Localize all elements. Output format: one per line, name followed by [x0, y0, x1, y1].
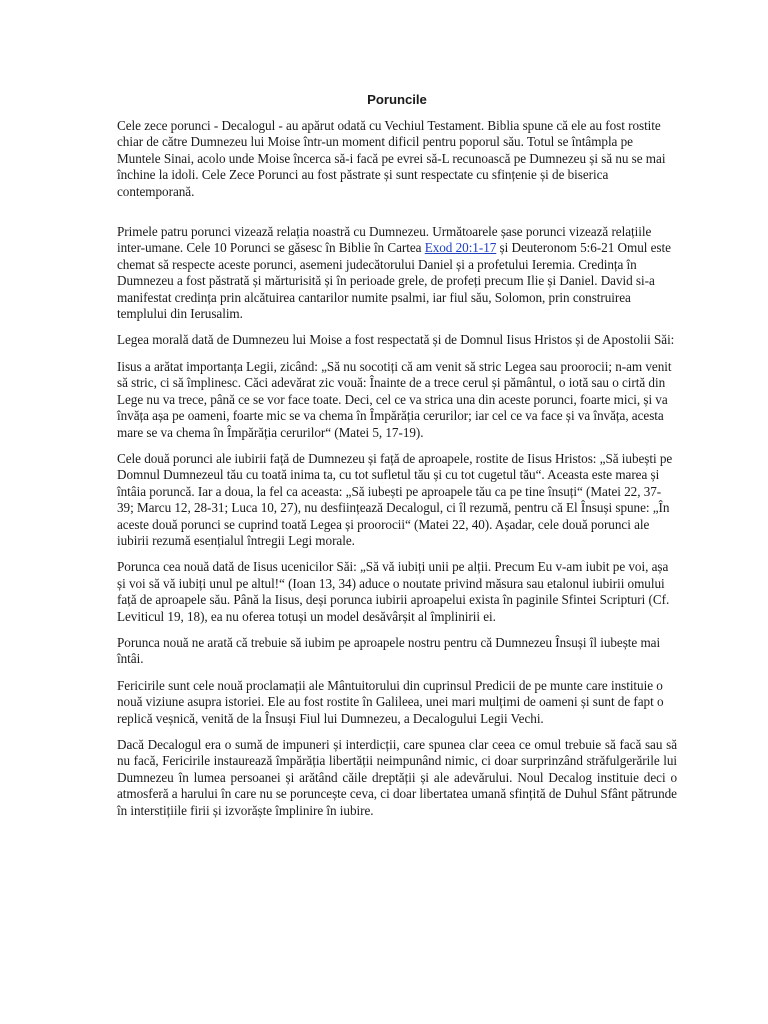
- paragraph-new-commandment: Porunca cea nouă dată de Iisus ucenicilor Săi: „Să vă iubiți unii pe alții. Precum Eu v-am iubit pe voi, așa și voi să vă iubiți unul pe altul!“ (Ioan 13, 34) aduce o noutate privind măsura sau etalonul iubirii omului față de aproapele său. Până la Iisus, deși porunca iubirii aproapelui exista în paginile Sfintei Scripturi (Cf. Leviticul 19, 18), ea nu oferea totuși un model desăvârșit al împlinirii ei.: [117, 559, 670, 624]
- page-title: Poruncile: [367, 92, 427, 107]
- bible-reference-link[interactable]: Exod 20:1-17: [424, 240, 497, 256]
- paragraph-text-after-link: și Deuteronom 5:6-21 Omul este chemat să respecte aceste porunci, asemeni judecătorului Daniel și a profetului Ieremia. Credința în Dumnezeu a fost păstrată și mărturisită și în perioade grele, de profeți precum Ilie și Daniel. David si-a manifestat credința prin alcătuirea cantarilor numite psalmi, iar fiul său, Solomon, prin construirea templului din Ierusalim.: [117, 240, 671, 322]
- paragraph-text-before-link: Primele patru porunci vizează relația noastră cu Dumnezeu. Următoarele șase porunci vizează relațiile inter-umane. Cele 10 Porunci se găsesc în Biblie în Cartea: [117, 224, 652, 256]
- paragraph-two-commandments: Cele două porunci ale iubirii față de Dumnezeu și față de aproapele, rostite de Iisus Hristos: „Să iubești pe Domnul Dumnezeul tău cu toată inima ta, cu tot sufletul tău și cu tot cugetul tău“. Aceasta este marea și întâia poruncă. Iar a doua, la fel ca aceasta: „Să iubești pe aproapele tău ca pe tine însuți“ (Matei 22, 37-39; Marcu 12, 28-31; Luca 10, 27), nu desființează Decalogul, ci îl rezumă, pentru că El Însuși spune: „În aceste două porunci se cuprind toată Legea și proorocii“ (Matei 22, 40). Așadar, cele două porunci ale iubirii rezumă esențialul întregii Legi morale.: [117, 450, 673, 548]
- document-body: [117, 92, 677, 829]
- paragraph-intro: Cele zece porunci - Decalogul - au apărut odată cu Vechiul Testament. Biblia spune că ele au fost rostite chiar de către Dumnezeu lui Moise într-un moment dificil pentru poporul său. Totul se întâmpla pe Muntele Sinai, acolo unde Moise încerca să-i facă pe evrei să-L recunoască pe Dumnezeu și să nu se mai închine la idoli. Cele Zece Porunci au fost păstrate și sunt respectate cu sfințenie și de biserica contemporană.: [117, 118, 666, 199]
- paragraph-first-commandments: [117, 224, 677, 322]
- paragraph-moral-law: Legea morală dată de Dumnezeu lui Moise a fost respectată și de Domnul Iisus Hristos și de Apostolii Săi:: [117, 332, 675, 348]
- paragraph-jesus-law: Iisus a arătat importanța Legii, zicând: „Să nu socotiți că am venit să stric Legea sau proorocii; n-am venit să stric, ci să împlinesc. Căci adevărat zic vouă: Înainte de a trece cerul și pământul, o iotă sau o cirtă din Lege nu va trece, până ce se vor face toate. Deci, cel ce va strica una din aceste porunci, foarte mici, și va învăța așa pe oameni, foarte mic se va chema în Împărăția cerurilor; iar cel ce va face și va învăța, acesta mare se va chema în Împărăția cerurilor“ (Matei 5, 17-19).: [117, 358, 672, 440]
- paragraph-decalogue-beatitudes: Dacă Decalogul era o sumă de impuneri și interdicții, care spunea clar ceea ce omul trebuie să facă sau să nu facă, Fericirile instaurează împărăția libertății neimpunând nimic, ci doar surprinzând străfulgerările lui Dumnezeu în lumea persoanei și arătând căile dreptății și ale adevărului. Noul Decalog instituie deci o atmosferă a harului în care nu se poruncește ceva, ci doar libertatea umană sfințită de Duhul Sfânt pătrunde în interstițiile firii și izvorăște împlinire în iubire.: [117, 737, 677, 818]
- paragraph-love-neighbor: Porunca nouă ne arată că trebuie să iubim pe aproapele nostru pentru că Dumnezeu Însuși îl iubește mai întâi.: [117, 634, 661, 667]
- paragraph-beatitudes: Fericirile sunt cele nouă proclamații ale Mântuitorului din cuprinsul Predicii de pe munte care instituie o nouă viziune asupra istoriei. Ele au fost rostite în Galileea, unei mari mulțimi de oameni și sunt de fapt o replică veșnică, venită de la Însuși Fiul lui Dumnezeu, a Decalogului Legii Vechi.: [117, 677, 664, 726]
